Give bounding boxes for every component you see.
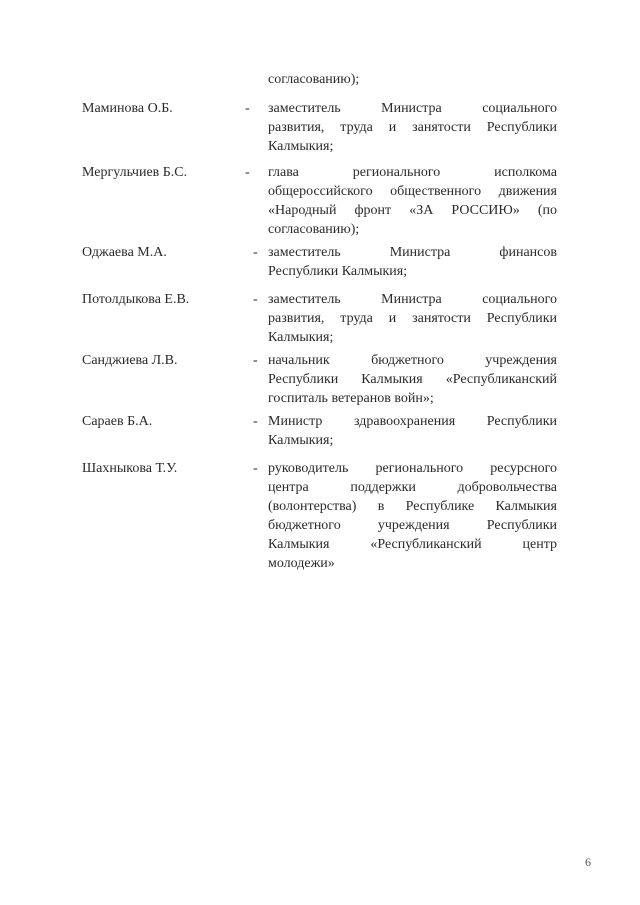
position-line: заместитель Министра социального [268,101,557,116]
member-name: Санджиева Л.В. [82,353,178,368]
member-dash: - [253,461,258,476]
member-dash: - [253,245,258,260]
position-line: (волонтерства) в Республике Калмыкия [268,499,557,514]
member-dash: - [253,353,258,368]
member-dash: - [245,101,250,116]
position-line: развития, труда и занятости Республики [268,120,557,135]
page-number: 6 [585,855,591,869]
member-name: Мергульчиев Б.С. [82,165,188,180]
member-name: Потолдыкова Е.В. [82,292,190,307]
member-dash: - [253,292,258,307]
position-line: центра поддержки добровольчества [268,480,557,495]
position-line: согласованию); [268,222,360,237]
position-line: Республики Калмыкия; [268,264,408,279]
member-name: Маминова О.Б. [82,101,173,116]
position-line: Калмыкия; [268,330,334,345]
position-line: заместитель Министра финансов [268,245,557,260]
member-position [268,163,557,239]
member-position [268,459,557,573]
member-position [268,412,557,450]
member-position [268,99,557,156]
member-dash: - [253,414,258,429]
member-position [268,290,557,347]
member-position [268,351,557,408]
position-line: развития, труда и занятости Республики [268,311,557,326]
position-line: «Народный фронт «ЗА РОССИЮ» (по [268,203,557,218]
position-line: госпиталь ветеранов войн»; [268,391,434,406]
member-name: Сараев Б.А. [82,414,153,429]
position-line: Министр здравоохранения Республики [268,414,557,429]
continuation-text: согласованию); [268,72,360,87]
position-line: заместитель Министра социального [268,292,557,307]
member-position [268,243,557,281]
position-line: глава регионального исполкома [268,165,557,180]
member-name: Шахныкова Т.У. [82,461,178,476]
member-dash: - [245,165,250,180]
position-line: Калмыкия; [268,139,334,154]
position-line: молодежи» [268,556,335,571]
position-line: Калмыкия; [268,433,334,448]
position-line: общероссийского общественного движения [268,184,557,199]
position-line: бюджетного учреждения Республики [268,518,557,533]
position-line: руководитель регионального ресурсного [268,461,557,476]
position-line: начальник бюджетного учреждения [268,353,557,368]
member-name: Оджаева М.А. [82,245,167,260]
position-line: Калмыкия «Республиканский центр [268,537,557,552]
position-line: Республики Калмыкия «Республиканский [268,372,557,387]
